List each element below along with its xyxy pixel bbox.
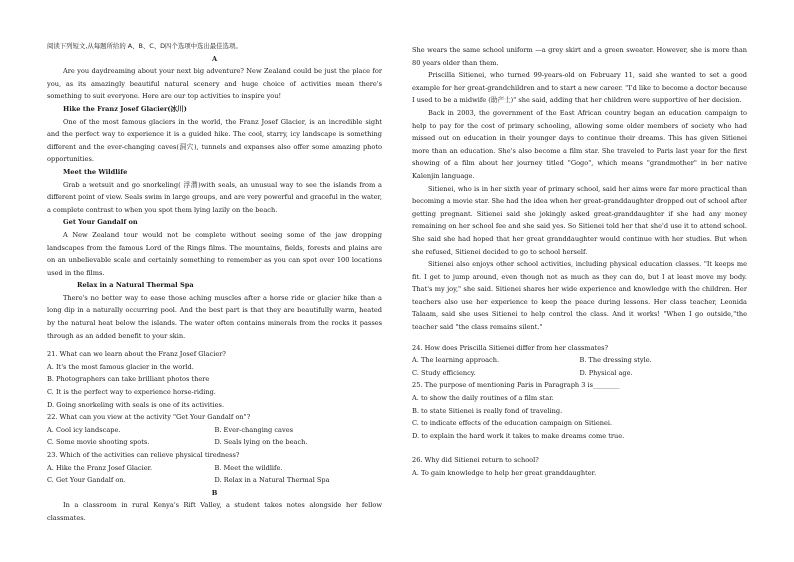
answer-option: C. Study efficiency. (412, 368, 476, 377)
option-row (47, 436, 382, 449)
answer-option: D. Relax in a Natural Thermal Spa (214, 476, 330, 485)
answer-option: A. It's the most famous glacier in the world. (47, 362, 194, 371)
answer-option: D. Seals lying on the beach. (214, 438, 308, 447)
section-heading: Relax in a Natural Thermal Spa (77, 281, 194, 290)
answer-option: A. To gain knowledge to help her great granddaughter. (412, 469, 597, 477)
section-heading: Meet the Wildlife (63, 167, 128, 176)
question-stem: 26. Why did Sitienei return to school? (412, 456, 539, 465)
answer-option: B. Ever-changing caves (214, 425, 294, 434)
passage-a-intro: Are you daydreaming about your next big adventure? New Zealand could be just the place for you, as its amazingly beautiful natural scenery and huge choice of activities mean there's something to suit everyone. Here are our top activities to inspire you! (47, 67, 382, 101)
answer-option: B. Meet the wildlife. (214, 463, 283, 472)
passage-b-paragraph: Priscilla Sitienei, who turned 99-years-old on February 11, said she wanted to set a good example for her great-grandchildren and to start a new career. "I'd like to become a doctor because I used to be a midwife (助产士)" she said, adding that her children were supportive of her decision. (412, 71, 747, 105)
passage-b-paragraph: Sitienei, who is in her sixth year of primary school, said her aims were far more practical than becoming a movie star. She had the idea when her great-granddaughter dropped out of school after getting pregnant. Sitienei said she jokingly asked great-granddaughter if she had any money remaining on her school fee and she said yes. So Sitienei told her that she'd use it to attend school. She said she had hoped that her great granddaughter would continue with her studies. But when she refused, Sitienei decided to go to school herself. (412, 184, 747, 256)
answer-option: A. to show the daily routines of a film star. (412, 394, 554, 403)
question-stem: 23. Which of the activities can relieve physical tiredness? (47, 451, 240, 459)
passage-b-paragraph-1-start: In a classroom in rural Kenya's Rift Valley, a student takes notes alongside her fellow classmates. (47, 501, 382, 522)
question-stem: 24. How does Priscilla Sitienei differ from her classmates? (412, 343, 609, 352)
answer-option: C. Get Your Gandalf on. (47, 476, 126, 485)
section-body: A New Zealand tour would not be complete without seeing some of the jaw dropping landscapes from the famous Lord of the Rings films. The mountains, fields, forests and plains are on an unbelievable scale and certainly something to remember as you can spot over 100 locations used in the films. (47, 230, 382, 277)
section-heading: Hike the Franz Josef Glacier(冰川) (63, 104, 187, 113)
answer-option: A. Hike the Franz Josef Glacier. (47, 463, 153, 472)
answer-option: D. Physical age. (579, 368, 633, 377)
section-body: There's no better way to ease those aching muscles after a horse ride or glacier hike than a long dip in a naturally occurring pool. And the best part is that they are beautifully warm, heated by the natural heat below the islands. The water often contains minerals from the rocks it passes through as an added benefit to your skin. (47, 293, 382, 340)
passage-b-paragraph-1-end: She wears the same school uniform —a grey skirt and a green sweater. However, she is more than 80 years older than them. (412, 46, 747, 67)
question-stem: 21. What can we learn about the Franz Josef Glacier? (47, 350, 226, 359)
question-stem: 22. What can you view at the activity "Get Your Gandalf on"? (47, 413, 251, 422)
answer-option: C. It is the perfect way to experience horse-riding. (47, 388, 216, 397)
answer-option: A. Cool icy landscape. (47, 425, 121, 434)
option-row (47, 424, 382, 437)
answer-option: D. to explain the hard work it takes to make dreams come true. (412, 431, 625, 440)
option-row (412, 354, 747, 367)
answer-option: C. Some movie shooting spots. (47, 438, 150, 447)
section-body: One of the most famous glaciers in the world, the Franz Josef Glacier, is an incredible sight and the perfect way to experience it is a guided hike. The cool, starry, icy landscape is something different and the ever-changing caves(洞穴), tunnels and expanses also offer some amazing photo opportunities. (47, 117, 382, 164)
section-body: Grab a wetsuit and go snorkeling( 浮潜)with seals, an unusual way to see the islands from a different point of view. Seals swim in large groups, and are very powerful and graceful in the water, a complete contrast to when you spot them lying lazily on the beach. (47, 180, 382, 214)
answer-option: D. Going snorkeling with seals is one of its activities. (47, 400, 225, 409)
option-row (412, 367, 747, 380)
section-heading: Get Your Gandalf on (63, 218, 138, 227)
right-column (412, 44, 747, 480)
left-column (47, 40, 382, 525)
passage-a-label: A (211, 54, 218, 63)
answer-option: B. to state Sitienei is really fond of traveling. (412, 406, 563, 415)
question-stem: 25. The purpose of mentioning Paris in Paragraph 3 is________ (412, 381, 620, 390)
answer-option: A. The learning approach. (412, 356, 500, 365)
option-row (47, 462, 382, 475)
instructions: 阅读下列短文,从每题所给的 A、B、C、D四个选项中选出最佳选项。 (47, 42, 242, 50)
passage-b-paragraph: Sitienei also enjoys other school activities, including physical education classes. "It keeps me fit. I get to jump around, even though not as much as they can do, but I at least move my body. That's my joy," she said. Sitienei shares her wide experience and knowledge with the children. Her teachers also use her experience to keep the peace during lessons. Her class teacher, Leonida Talaam, said she uses Sitienei to help control the class. And it works! "When I go outside,"the teacher said "the class remains silent." (412, 260, 747, 332)
answer-option: B. Photographers can take brilliant photos there (47, 375, 210, 384)
answer-option: B. The dressing style. (579, 356, 652, 365)
option-row (47, 474, 382, 487)
passage-b-label: B (211, 488, 218, 497)
answer-option: C. to indicate effects of the education campaign on Sitienei. (412, 419, 613, 428)
passage-b-paragraph: Back in 2003, the government of the East African country began an education campaign to help to pay for the cost of primary schooling, allowing some older members of society who had missed out on education in their younger days to continue their dreams. This has given Sitienei more than an education. She's also become a film star. She traveled to Paris last year for the first showing of a film about her journey titled "Gogo", which means "grandmother" in her native Kalenjin language. (412, 108, 747, 180)
